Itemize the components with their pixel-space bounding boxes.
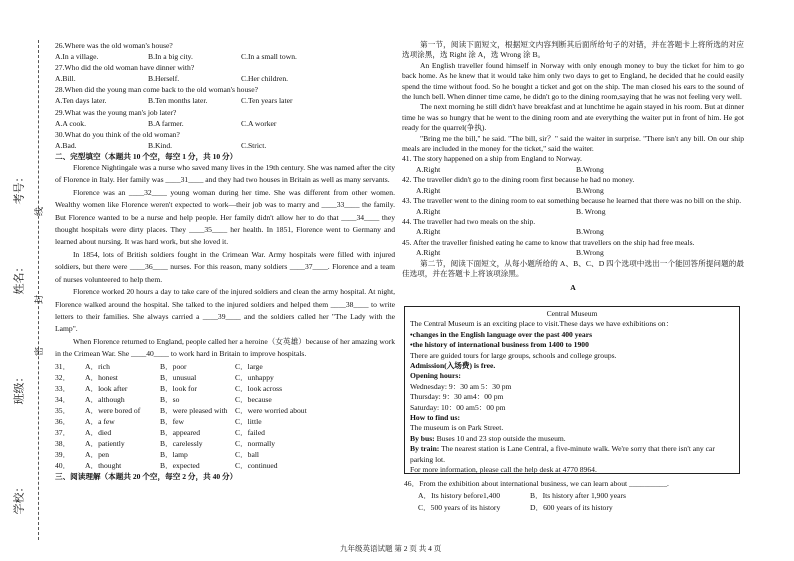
number: 31． (55, 361, 71, 371)
notice-line: The Central Museum is an exciting place to visit.These days we have exhibitions on： (410, 319, 674, 329)
choice-row (55, 361, 395, 372)
name-label: 姓名： (13, 261, 26, 295)
notice-text: The nearest station is Lane Central, a five-minute walk. We're sorry that there isn't any car parking lot. (410, 444, 715, 464)
option: C.Her children. (241, 74, 289, 84)
instructions-part2: 第二节，阅读下面短文，从每小题所给的 A、B、C、D 四个选项中选出一个能回答所提问题的最佳选项，并在答题卡上将该项涂黑。 (402, 258, 744, 278)
question-27: 27.Who did the old woman have dinner with? (55, 63, 195, 73)
notice-line: For more information, please call the help desk at 4770 8964. (410, 465, 597, 475)
choice-row (55, 383, 395, 394)
seal-mark-line: 线 (34, 206, 45, 217)
option-wrong: B.Wrong (576, 227, 604, 237)
seal-mark-seal: 封 (34, 294, 45, 305)
option-wrong: B.Wrong (576, 185, 604, 195)
option-b: B．carelessly (160, 439, 203, 449)
cloze-passage (55, 162, 395, 361)
option-b: B．lamp (160, 450, 188, 460)
option: A.Ten days later. (55, 96, 107, 106)
q28-options (55, 95, 395, 106)
question-29: 29.What was the young man's job later? (55, 107, 177, 117)
question-46-block (404, 478, 744, 514)
option: A.Bad. (55, 140, 77, 150)
option-b: B．unusual (160, 372, 197, 382)
option-a: A．pen (85, 450, 110, 460)
question-30: 30.What do you think of the old woman? (55, 129, 180, 139)
notice-bold: By train: (410, 444, 440, 454)
q29-options (55, 118, 395, 129)
question-26: 26.Where was the old woman's house? (55, 41, 173, 50)
notice-line: Wednesday: 9：30 am 5：30 pm (410, 381, 512, 391)
option: B．Its history after 1,900 years (530, 491, 626, 500)
option: B.In a big city. (148, 52, 193, 62)
number: 40． (55, 461, 71, 471)
left-column (55, 40, 395, 483)
option-right: A.Right (416, 206, 441, 216)
question-text: 42. The traveller didn't go to the dining room first because he had no money. (402, 175, 635, 185)
option-c: C．ball (235, 450, 260, 460)
paragraph: "Bring me the bill," he said. "The bill, sir？" said the waiter in surprise. "There isn't any bill. On our ship meals are included in the money for the ticket," said the waiter. (402, 133, 744, 154)
option: A.A cook. (55, 118, 87, 128)
option-c: C．normally (235, 439, 276, 449)
school-label: 学校： (13, 481, 26, 515)
option-a: A．look after (85, 383, 128, 393)
option: B.Ten months later. (148, 96, 208, 106)
q46-options-row (404, 502, 744, 514)
option-a: A．although (85, 394, 125, 404)
cloze-choices (55, 361, 395, 472)
tf-question (402, 217, 744, 238)
choice-row (55, 372, 395, 383)
passage-label: A (570, 283, 576, 293)
option-c: C．unhappy (235, 372, 274, 382)
notice-line: Saturday: 10：00 am5：00 pm (410, 402, 506, 412)
option-right: A.Right (416, 185, 441, 195)
option: A.In a village. (55, 52, 99, 62)
option: C.A worker (241, 118, 277, 128)
number: 32． (55, 372, 71, 382)
paragraph: Florence Nightingale was a nurse who saved many lives in the 19th century. She was named after the city of Florence in Italy. Her family was ____31____ and they had two houses in Britain as well as many servants. (55, 163, 395, 185)
option: D．600 years of its history (530, 503, 613, 512)
choice-row (55, 405, 395, 416)
number: 37． (55, 428, 71, 438)
option-c: C．failed (235, 428, 265, 438)
option-a: A．died (85, 428, 112, 438)
section-title-cloze: 二、完型填空（本题共 10 个空，每空 1 分，共 10 分） (55, 151, 238, 161)
option-b: B．appeared (160, 428, 201, 438)
option-a: A．rich (85, 361, 110, 371)
section-title-reading: 三、阅读理解（本题共 20 个空，每空 2 分，共 40 分） (55, 472, 238, 482)
choice-row (55, 394, 395, 405)
binding-margin (0, 0, 48, 561)
choice-row (55, 438, 395, 449)
page-footer: 九年级英语试题 第 2 页 共 4 页 (340, 544, 442, 553)
option: C.In a small town. (241, 52, 297, 62)
tf-question (402, 154, 744, 175)
option: B.Kind. (148, 140, 173, 150)
option-a: A．thought (85, 461, 122, 471)
option: C.Ten years later (241, 96, 293, 106)
instructions-part1: 第一节，阅读下面短文，根据短文内容判断其后面所给句子的对错，并在答题卡上将所选的对应选项涂黑，选 Right 涂 A，选 Wrong 涂 B。 (402, 40, 744, 60)
number: 38． (55, 439, 71, 449)
option-c: C．continued (235, 461, 278, 471)
option-b: B．so (160, 394, 180, 404)
tf-question (402, 175, 744, 196)
option: B.Herself. (148, 74, 180, 84)
option-wrong: B.Wrong (576, 248, 604, 258)
option-right: A.Right (416, 248, 441, 258)
tf-question (402, 238, 744, 259)
paragraph: Florence worked 20 hours a day to take care of the injured soldiers and clean the army hospital. At night, Florence walked around the hospital. She talked to the injured soldiers and helped them ____38____ to write letters to their families. She always carried a ____39____ and the soldiers called her "The Lady with the Lamp". (55, 287, 395, 334)
number: 36． (55, 417, 71, 426)
notice-line: There are guided tours for large groups, schools and college groups. (410, 350, 617, 360)
paragraph: In 1854, lots of British soldiers fought in the Crimean War. Army hospitals were filled with injured soldiers, but there were ____36____ nurses. For this reason, many soldiers ____37____. Florence and a team of nurses volunteered to help them. (55, 249, 395, 284)
option-right: A.Right (416, 164, 441, 174)
option-right: A.Right (416, 227, 441, 237)
number: 33． (55, 383, 71, 393)
number: 35． (55, 405, 71, 415)
option-c: C．little (235, 417, 262, 426)
notice-bold: By bus: (410, 433, 435, 443)
option-c: C．were worried about (235, 405, 307, 415)
option-a: A．were bored of (85, 405, 141, 415)
option: A．Its history before1,400 (418, 491, 501, 500)
option-a: A．honest (85, 372, 118, 382)
q30-options (55, 140, 395, 151)
choice-row (55, 449, 395, 460)
question-text: 43. The traveller went to the dining room to eat something because he learned that there was no bill on the ship. (402, 196, 742, 206)
notice-line: •the history of international business from 1400 to 1900 (410, 340, 589, 350)
paragraph: When Florence returned to England, people called her a heroine（女英雄）because of her amazing work in the Crimean War. She ____40____ to work hard in Britain to improve hospitals. (55, 336, 395, 359)
question-text: 41. The story happened on a ship from England to Norway. (402, 154, 582, 164)
option-wrong: B.Wrong (576, 164, 604, 174)
option: C．500 years of its history (418, 503, 501, 512)
q27-options (55, 73, 395, 84)
option-b: B．were pleased with (160, 405, 228, 415)
option: B.A farmer. (148, 118, 184, 128)
number: 39． (55, 450, 71, 460)
notice-line: The museum is on Park Street. (410, 423, 504, 433)
choice-row (55, 460, 395, 471)
seal-mark-secret: 密 (34, 346, 45, 357)
notice-line: Thursday: 9：30 am4：00 pm (410, 392, 504, 402)
tf-question (402, 196, 744, 217)
paragraph: The next morning he still didn't have breakfast and at lunchtime he again stayed in his room. But at dinner time he was so hungry that he went to the dining room and ate everything the waiter put in front of him. He got ready for the quarrel(争执). (402, 102, 744, 133)
notice-line (410, 444, 734, 465)
option-b: B．look for (160, 383, 197, 393)
paragraph: Florence was an ____32____ young woman during her time. She was different from other women. Wealthy women like Florence weren't expected to work—their job was to marry and ____33____ the family. But Florence wanted to be a nurse and help people. Her family didn't allow her to do that ____34____ they thought hospitals were dirty places. They ____35____ her health. In 1851, Florence went to Germany and learned about nursing. It was hard work, but she loved it. (55, 187, 395, 247)
notice-line: Opening hours: (410, 371, 461, 381)
option-b: B．poor (160, 361, 187, 371)
option: A.Bill. (55, 74, 76, 84)
option-wrong: B. Wrong (576, 206, 606, 216)
option: C.Strict. (241, 140, 267, 150)
choice-row (55, 416, 395, 427)
notice-line: •changes in the English language over the past 400 years (410, 329, 593, 339)
notice-line: How to find us: (410, 413, 461, 423)
option-b: B．expected (160, 461, 200, 471)
exam-no-label: 考号： (13, 171, 26, 205)
option-a: A．patiently (85, 439, 125, 449)
q46-options-row (404, 490, 744, 502)
class-label: 班级： (13, 371, 26, 405)
number: 34． (55, 394, 71, 404)
question-text: 44. The traveller had two meals on the ship. (402, 216, 536, 226)
paragraph: An English traveller found himself in Norway with only enough money to buy the ticket for him to go back home. As he knew that it would take him only two days to get to England, he decided that he could easily spend the time without food. So he bought a ticket and got on the ship. The man closed his ears to the sound of the lunch bell. When dinner time came, he didn't go to the dining room,saying that he was not feeling very well. (402, 60, 744, 102)
notice-line (410, 434, 734, 444)
seal-line (38, 40, 39, 540)
question-28: 28.When did the young man come back to the old woman's house? (55, 85, 258, 95)
option-c: C．look across (235, 383, 283, 393)
question-46: 46．From the exhibition about international business, we can learn about __________. (404, 479, 669, 488)
right-column (402, 40, 744, 294)
notice-text: Buses 10 and 23 stop outside the museum. (434, 433, 566, 443)
museum-notice (404, 306, 740, 474)
option-c: C．large (235, 361, 263, 371)
option-c: C．because (235, 394, 272, 404)
notice-line: Admission(入场费) is free. (410, 361, 496, 371)
notice-title: Central Museum (546, 309, 598, 318)
option-b: B．few (160, 417, 185, 426)
question-text: 45. After the traveller finished eating he came to know that travellers on the ship had free meals. (402, 237, 695, 247)
choice-row (55, 427, 395, 438)
q26-options (55, 51, 395, 62)
option-a: A．a few (85, 417, 115, 426)
